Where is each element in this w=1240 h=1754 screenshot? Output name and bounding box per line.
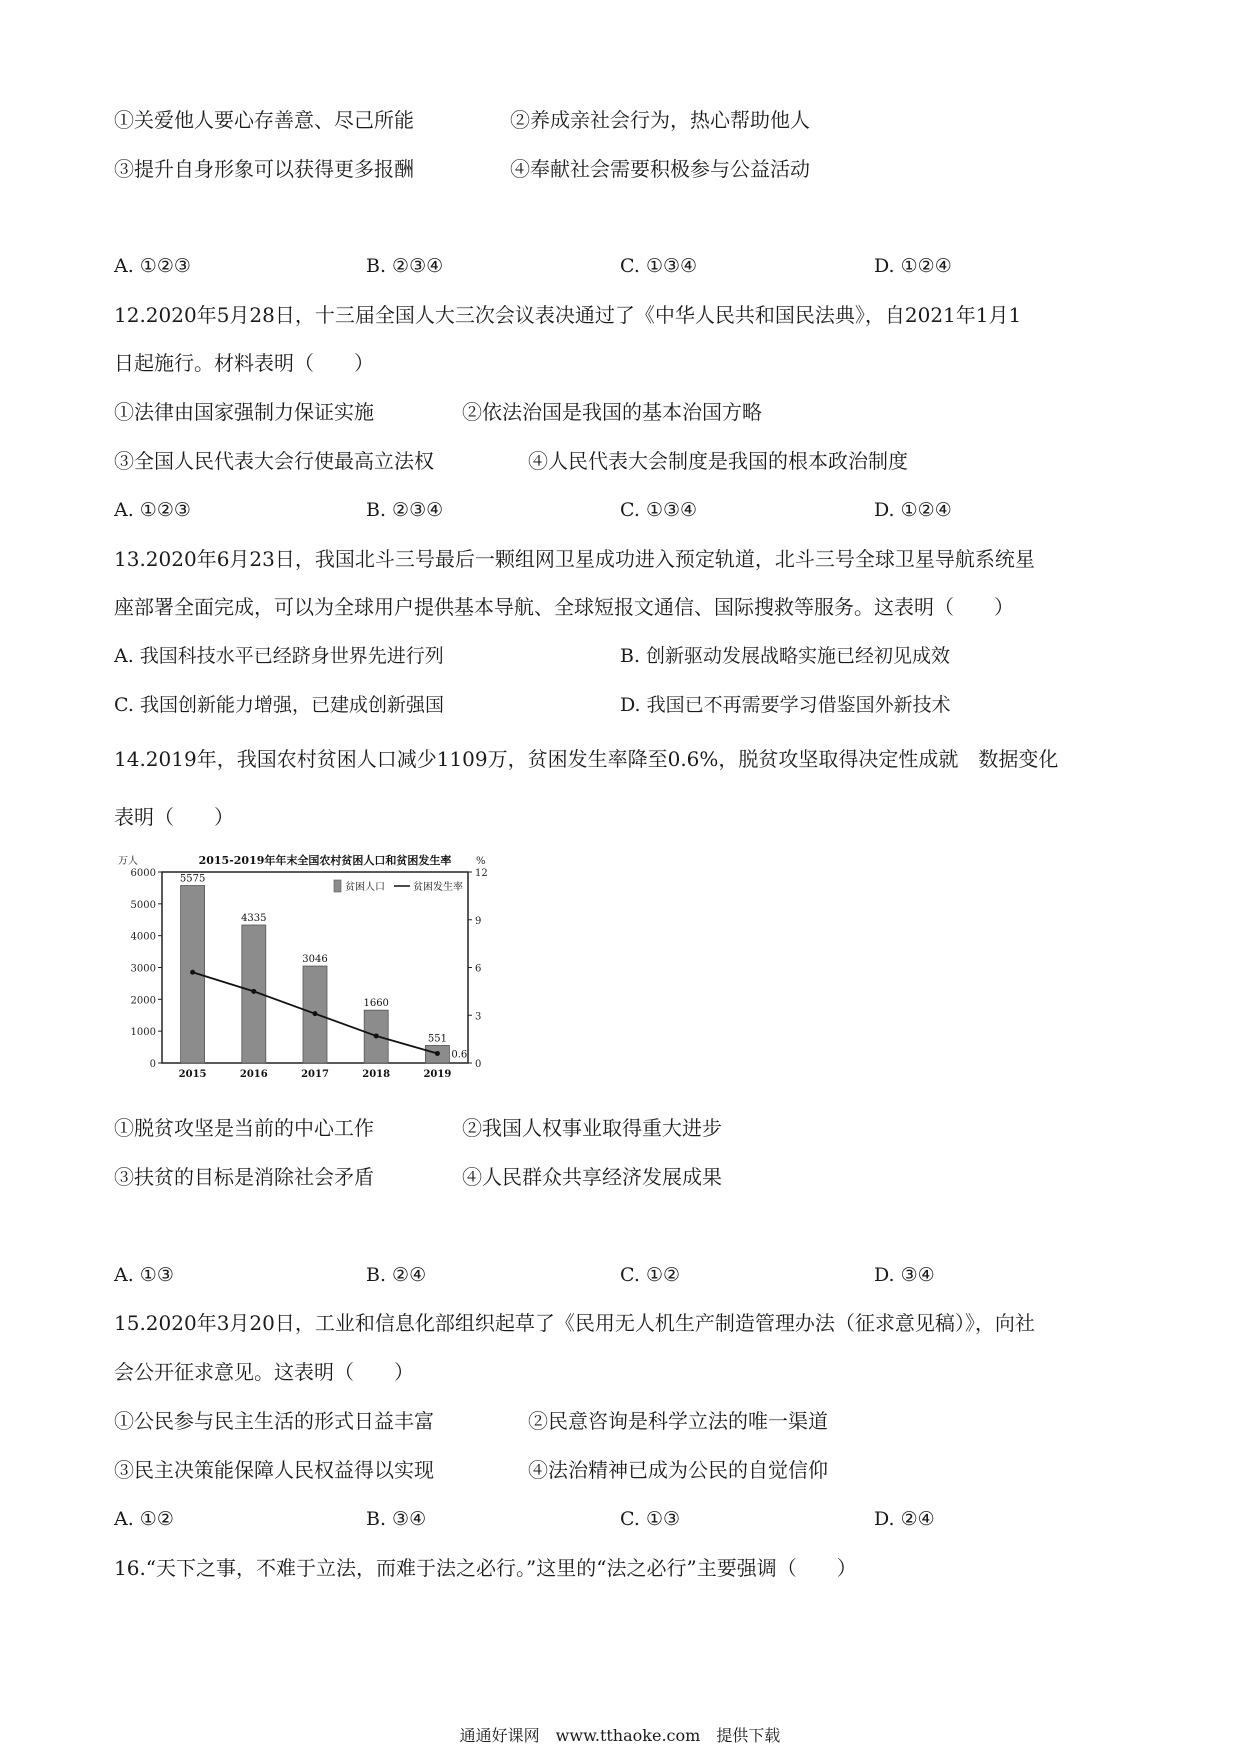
x-tick-label: 2015 — [178, 1069, 207, 1080]
poverty-chart — [112, 850, 512, 1090]
q15-statement-3: ③民主决策能保障人民权益得以实现 — [114, 1458, 434, 1482]
q14-stem-line2: 表明（ ） — [114, 805, 234, 829]
q15-statement-2: ②民意咨询是科学立法的唯一渠道 — [528, 1409, 828, 1433]
x-tick-label: 2017 — [301, 1069, 329, 1080]
q15-stem-line2: 会公开征求意见。这表明（ ） — [114, 1360, 414, 1384]
q13-stem-line2: 座部署全面完成，可以为全球用户提供基本导航、全球短报文通信、国际搜救等服务。这表明（ ） — [114, 595, 1014, 619]
bar-value-label: 551 — [427, 1033, 447, 1045]
poverty-rate-point — [313, 1011, 318, 1016]
q11-option-b: B. ②③④ — [366, 255, 444, 277]
poverty-rate-point — [435, 1051, 440, 1056]
q14-option-d: D. ③④ — [874, 1264, 935, 1286]
q11-option-a: A. ①②③ — [114, 255, 191, 277]
q13-option-b: B. 创新驱动发展战略实施已经初见成效 — [620, 645, 951, 667]
q11-statement-2: ②养成亲社会行为，热心帮助他人 — [510, 108, 810, 132]
y-left-tick-label: 3000 — [130, 963, 156, 975]
q12-statement-3: ③全国人民代表大会行使最高立法权 — [114, 449, 434, 473]
x-tick-label: 2018 — [362, 1069, 391, 1080]
y-right-tick-label: 0 — [475, 1059, 482, 1070]
poverty-rate-point — [374, 1033, 379, 1038]
q11-statement-3: ③提升自身形象可以获得更多报酬 — [114, 157, 414, 181]
chart-title: 2015-2019年年末全国农村贫困人口和贫困发生率 — [198, 854, 452, 867]
q16-stem-line1: 16.“天下之事，不难于立法，而难于法之必行。”这里的“法之必行”主要强调（ ） — [114, 1556, 857, 1580]
q12-option-b: B. ②③④ — [366, 499, 444, 521]
legend-line-label: 贫困发生率 — [413, 882, 463, 893]
y-right-tick-label: 6 — [475, 963, 482, 975]
x-tick-label: 2016 — [239, 1069, 268, 1080]
bar-value-label: 5575 — [179, 873, 206, 885]
q15-option-a: A. ①② — [114, 1508, 174, 1530]
q13-stem-line1: 13.2020年6月23日，我国北斗三号最后一颗组网卫星成功进入预定轨道，北斗三号全球卫星导航系统星 — [114, 547, 1035, 571]
y-left-tick-label: 4000 — [130, 931, 156, 943]
q11-statement-1: ①关爱他人要心存善意、尽己所能 — [114, 108, 414, 132]
q14-option-c: C. ①② — [620, 1264, 681, 1286]
q14-statement-2: ②我国人权事业取得重大进步 — [462, 1116, 722, 1140]
legend-bar-swatch — [334, 880, 341, 892]
q15-option-d: D. ②④ — [874, 1508, 935, 1530]
q15-stem-line1: 15.2020年3月20日，工业和信息化部组织起草了《民用无人机生产制造管理办法（征求意见稿）》，向社 — [114, 1311, 1035, 1335]
q12-option-d: D. ①②④ — [874, 499, 952, 521]
q13-option-d: D. 我国已不再需要学习借鉴国外新技术 — [620, 694, 951, 716]
y-left-tick-label: 2000 — [130, 995, 156, 1007]
q15-statement-1: ①公民参与民主生活的形式日益丰富 — [114, 1409, 434, 1433]
y-right-unit: % — [476, 856, 486, 867]
q15-statement-4: ④法治精神已成为公民的自觉信仰 — [528, 1458, 828, 1482]
q11-option-d: D. ①②④ — [874, 255, 952, 277]
q15-option-b: B. ③④ — [366, 1508, 427, 1530]
bar-value-label: 1660 — [363, 998, 389, 1010]
poverty-rate-point — [190, 970, 195, 975]
page-footer: 通通好课网 www.tthaoke.com 提供下载 — [459, 1726, 781, 1745]
y-left-tick-label: 1000 — [130, 1027, 156, 1039]
q12-statement-2: ②依法治国是我国的基本治国方略 — [462, 400, 762, 424]
poverty-rate-point — [251, 989, 256, 994]
q12-stem-line1: 12.2020年5月28日，十三届全国人大三次会议表决通过了《中华人民共和国民法典》，自2021年1月1 — [114, 303, 1022, 327]
line-last-value-label: 0.6 — [451, 1049, 468, 1061]
q14-option-b: B. ②④ — [366, 1264, 427, 1286]
q13-option-c: C. 我国创新能力增强，已建成创新强国 — [114, 694, 444, 716]
y-left-tick-label: 0 — [149, 1059, 156, 1070]
y-left-unit: 万人 — [118, 856, 138, 867]
q12-option-a: A. ①②③ — [114, 499, 191, 521]
q12-statement-4: ④人民代表大会制度是我国的根本政治制度 — [528, 449, 908, 473]
bar-value-label: 4335 — [241, 913, 267, 925]
q12-option-c: C. ①③④ — [620, 499, 698, 521]
x-tick-label: 2019 — [423, 1069, 452, 1080]
q11-option-c: C. ①③④ — [620, 255, 698, 277]
q15-option-c: C. ①③ — [620, 1508, 681, 1530]
y-left-tick-label: 6000 — [130, 868, 156, 879]
y-right-tick-label: 12 — [475, 868, 488, 879]
q14-statement-3: ③扶贫的目标是消除社会矛盾 — [114, 1165, 374, 1189]
q12-stem-line2: 日起施行。材料表明（ ） — [114, 351, 374, 375]
q11-statement-4: ④奉献社会需要积极参与公益活动 — [510, 157, 810, 181]
q14-statement-1: ①脱贫攻坚是当前的中心工作 — [114, 1116, 374, 1140]
q14-statement-4: ④人民群众共享经济发展成果 — [462, 1165, 722, 1189]
y-right-tick-label: 9 — [475, 915, 482, 927]
q14-option-a: A. ①③ — [114, 1264, 174, 1286]
bar-value-label: 3046 — [302, 954, 328, 966]
q13-option-a: A. 我国科技水平已经跻身世界先进行列 — [114, 645, 444, 667]
y-right-tick-label: 3 — [475, 1011, 482, 1023]
legend-bar-label: 贫困人口 — [345, 882, 385, 893]
q12-statement-1: ①法律由国家强制力保证实施 — [114, 400, 374, 424]
q14-stem-line1: 14.2019年，我国农村贫困人口减少1109万，贫困发生率降至0.6%，脱贫攻坚取得决定性成就 数据变化 — [114, 747, 1059, 771]
y-left-tick-label: 5000 — [130, 899, 156, 911]
